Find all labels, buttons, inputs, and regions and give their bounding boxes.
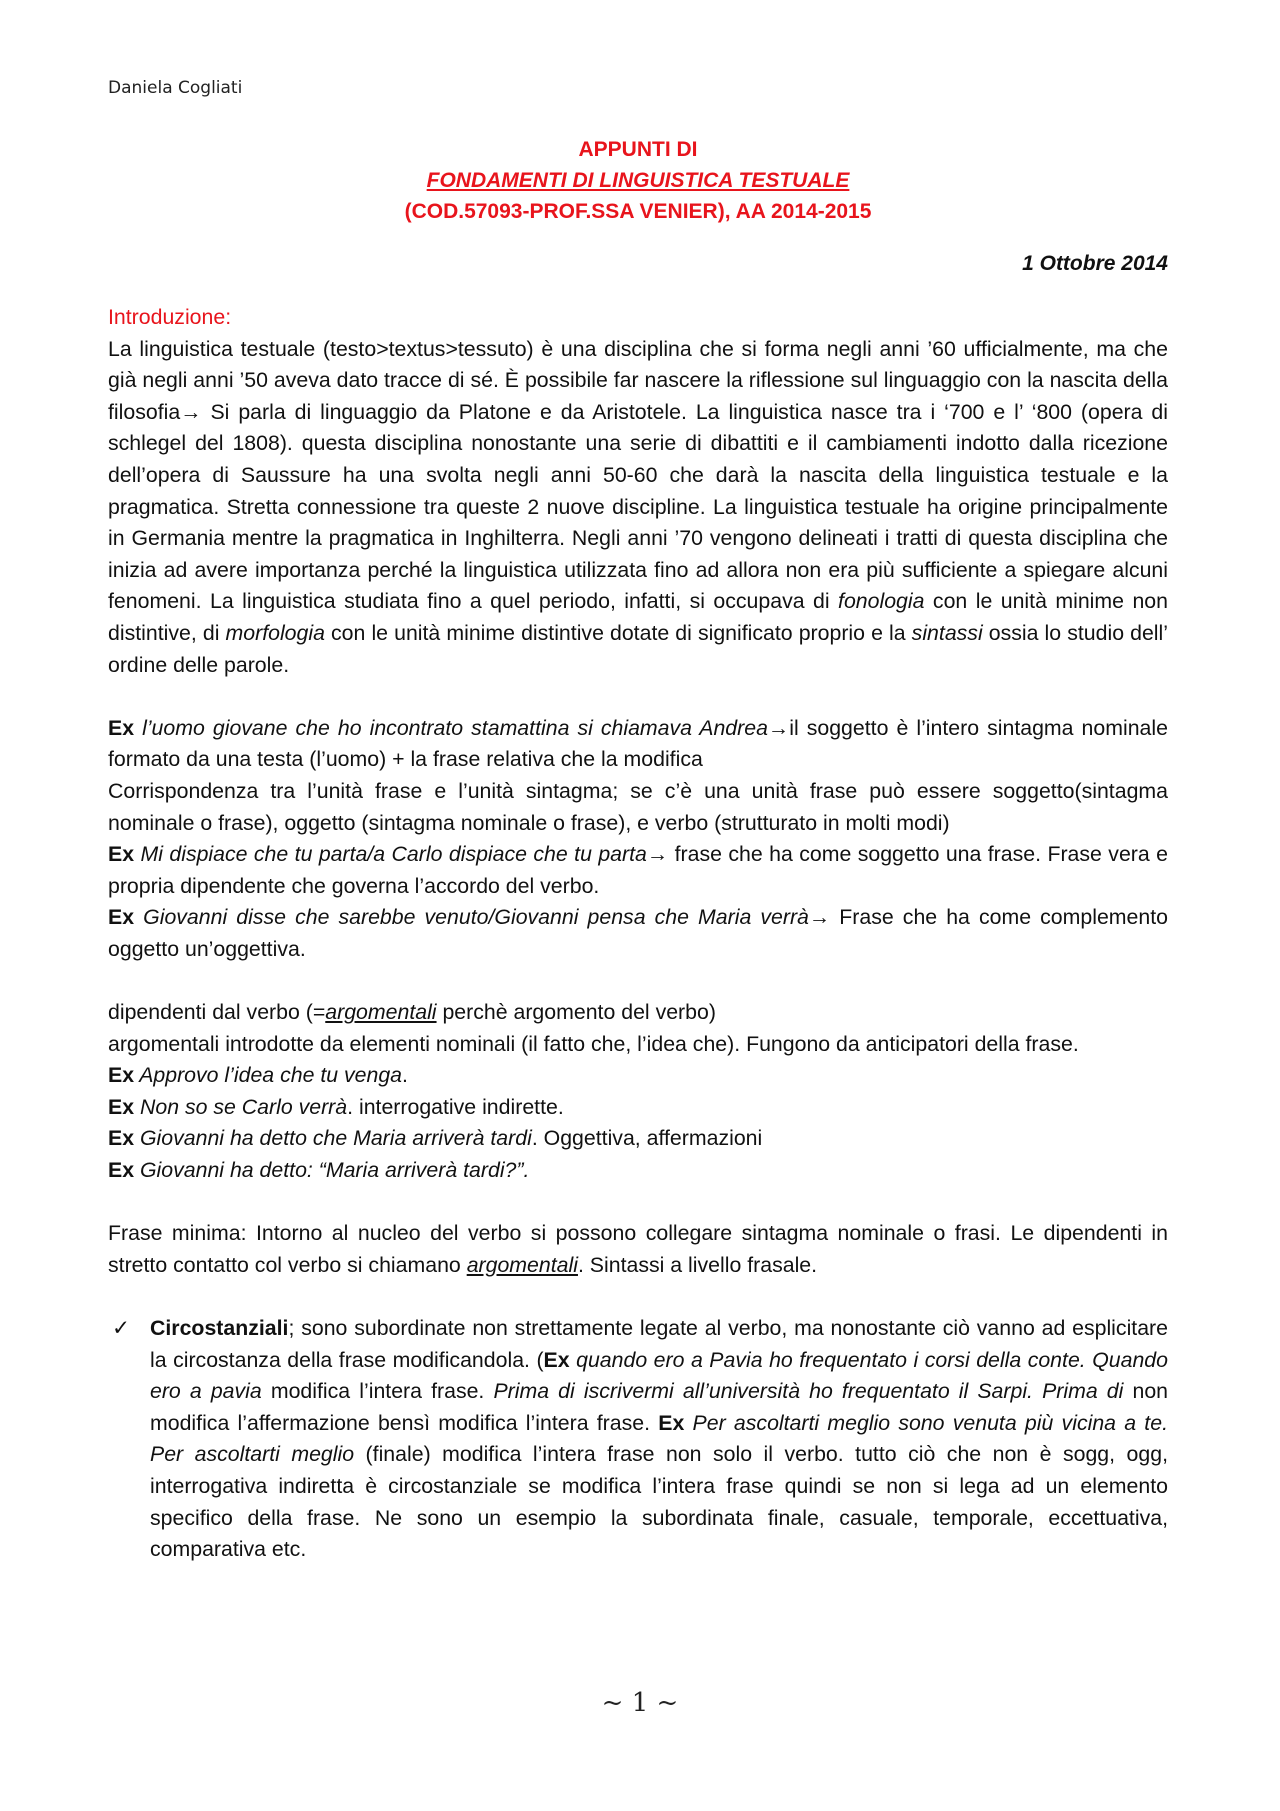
example-1-comment: →il soggetto è l’intero sintagma nominale formato da una testa (l’uomo) + la frase relativa che la modifica: [108, 715, 1168, 772]
circ-example-1: quando ero a Pavia ho frequentato i corsi della conte. Quando ero a pavia: [150, 1347, 1168, 1404]
example-7: [108, 1155, 1168, 1187]
example-6: [108, 1123, 1168, 1155]
circ-example-3: Per ascoltarti meglio sono venuta più vicina a te. Per ascoltarti meglio: [150, 1410, 1168, 1467]
frase-minima-paragraph: [108, 1218, 1168, 1281]
example-2: [108, 839, 1168, 902]
ex-label: Ex: [108, 1158, 135, 1183]
term-morfologia: morfologia: [225, 620, 325, 645]
document-title: [108, 134, 1168, 227]
frase-minima-text-a: Frase minima: Intorno al nucleo del verbo si possono collegare sintagma nominale o frasi. Le dipendenti in stretto contatto col verbo si chiamano: [108, 1221, 1168, 1277]
circostanziali-text: [150, 1313, 1168, 1566]
example-3: [108, 902, 1168, 965]
checkmark-icon: ✓: [112, 1316, 130, 1340]
example-5: [108, 1092, 1168, 1124]
ex-label: Ex: [108, 842, 135, 867]
title-line-3: (COD.57093-PROF.SSA VENIER), AA 2014-2015: [404, 200, 872, 223]
intro-text-3: con le unità minime distintive dotate di significato proprio e la: [324, 620, 912, 645]
frase-minima-text-b: . Sintassi a livello frasale.: [577, 1252, 818, 1277]
author-name: Daniela Cogliati: [108, 78, 243, 98]
dipendenti-line: [108, 997, 1168, 1029]
example-3-sentence: Giovanni disse che sarebbe venuto/Giovanni pensa che Maria verrà: [134, 905, 809, 930]
dip-text-a: dipendenti dal verbo (=: [108, 1000, 326, 1025]
example-4-sentence: Approvo l’idea che tu venga: [134, 1063, 403, 1088]
dip-text-b: perchè argomento del verbo): [436, 1000, 716, 1025]
ex-label: Ex: [108, 905, 135, 930]
title-line-2: FONDAMENTI DI LINGUISTICA TESTUALE: [426, 169, 850, 192]
argomentali-paragraph: argomentali introdotte da elementi nominali (il fatto che, l’idea che). Fungono da anticipatori della frase.: [108, 1031, 1079, 1056]
circ-text-2: modifica l’intera frase.: [261, 1379, 494, 1404]
example-6-sentence: Giovanni ha detto che Maria arriverà tardi: [134, 1126, 532, 1151]
example-4-comment: .: [402, 1063, 408, 1088]
intro-paragraph: [108, 334, 1168, 682]
circ-text-3: non modifica l’affermazione bensì modifica l’intera frase.: [150, 1379, 1169, 1435]
document-body: [108, 302, 1168, 1566]
term-fonologia: fonologia: [838, 589, 925, 614]
circostanziali-item: [108, 1313, 1168, 1566]
example-5-sentence: Non so se Carlo verrà: [134, 1094, 348, 1119]
ex-label: Ex: [108, 715, 135, 740]
circ-text-1: ; sono subordinate non strettamente legate al verbo, ma nonostante ciò vanno ad esplicitare la circostanza della frase modificandola. (: [150, 1316, 1168, 1372]
example-2-sentence: Mi dispiace che tu parta/a Carlo dispiace che tu parta: [134, 842, 647, 867]
term-argomentali: argomentali: [325, 1000, 437, 1025]
lecture-date: 1 Ottobre 2014: [1022, 252, 1168, 275]
title-line-1: APPUNTI DI: [578, 138, 698, 161]
circ-example-2: Prima di iscrivermi all’università ho frequentato il Sarpi. Prima di: [493, 1379, 1124, 1404]
ex-label: Ex: [108, 1063, 135, 1088]
example-1-sentence: l’uomo giovane che ho incontrato stamattina si chiamava Andrea: [134, 715, 768, 740]
page-number: ~ 1 ~: [601, 1688, 679, 1718]
ex-label: Ex: [108, 1126, 135, 1151]
example-7-sentence: Giovanni ha detto: “Maria arriverà tardi?”.: [134, 1158, 530, 1183]
example-1: [108, 713, 1168, 776]
circ-text-4: (finale) modifica l’intera frase non solo il verbo. tutto ciò che non è sogg, ogg, interrogativa indiretta è circostanziale se modifica l’intera frase quindi se non si lega ad un elemento specifico della frase. Ne sono un esempio la subordinata finale, casuale, temporale, eccettuativa, comparativa etc.: [150, 1442, 1169, 1562]
example-4: [108, 1060, 1168, 1092]
intro-text-2: con le unità minime non distintive, di: [108, 589, 1168, 645]
intro-heading: Introduzione:: [108, 305, 232, 329]
intro-text-1: La linguistica testuale (testo>textus>tessuto) è una disciplina che si forma negli anni ’60 ufficialmente, ma che già negli anni ’50 aveva dato tracce di sé. È possibile far nascere la riflessione sul linguaggio con la nascita della filosofia→ Si parla di linguaggio da Platone e da Aristotele. La linguistica nasce tra i ‘700 e l’ ‘800 (opera di schlegel del 1808). questa disciplina nonostante una serie di dibattiti e il cambiamenti indotto dalla ricezione dell’opera di Saussure ha una svolta negli anni 50-60 che darà la nascita della linguistica testuale e la pragmatica. Stretta connessione tra queste 2 nuove discipline. La linguistica testuale ha origine principalmente in Germania mentre la pragmatica in Inghilterra. Negli anni ’70 vengono delineati i tratti di questa disciplina che inizia ad avere importanza perché la linguistica utilizzata fino ad allora non era più sufficiente a spiegare alcuni fenomeni. La linguistica studiata fino a quel periodo, infatti, si occupava di: [108, 336, 1168, 614]
ex-label: Ex: [543, 1347, 570, 1372]
term-argomentali-2: argomentali: [466, 1252, 578, 1277]
intro-text-4: ossia lo studio dell’ ordine delle parole.: [108, 620, 1169, 677]
example-6-comment: . Oggettiva, affermazioni: [531, 1126, 763, 1151]
example-5-comment: . interrogative indirette.: [347, 1094, 564, 1119]
example-3-comment: → Frase che ha come complemento oggetto un’oggettiva.: [108, 905, 1168, 961]
example-2-comment: → frase che ha come soggetto una frase. Frase vera e propria dipendente che governa l’accordo del verbo.: [108, 842, 1168, 898]
circostanziali-label: Circostanziali: [150, 1316, 289, 1340]
corrispondenza-paragraph: Corrispondenza tra l’unità frase e l’unità sintagma; se c’è una unità frase può essere soggetto(sintagma nominale o frase), oggetto (sintagma nominale o frase), e verbo (strutturato in molti modi): [108, 778, 1168, 835]
term-sintassi: sintassi: [911, 620, 983, 645]
ex-label: Ex: [658, 1410, 685, 1435]
ex-label: Ex: [108, 1094, 135, 1119]
